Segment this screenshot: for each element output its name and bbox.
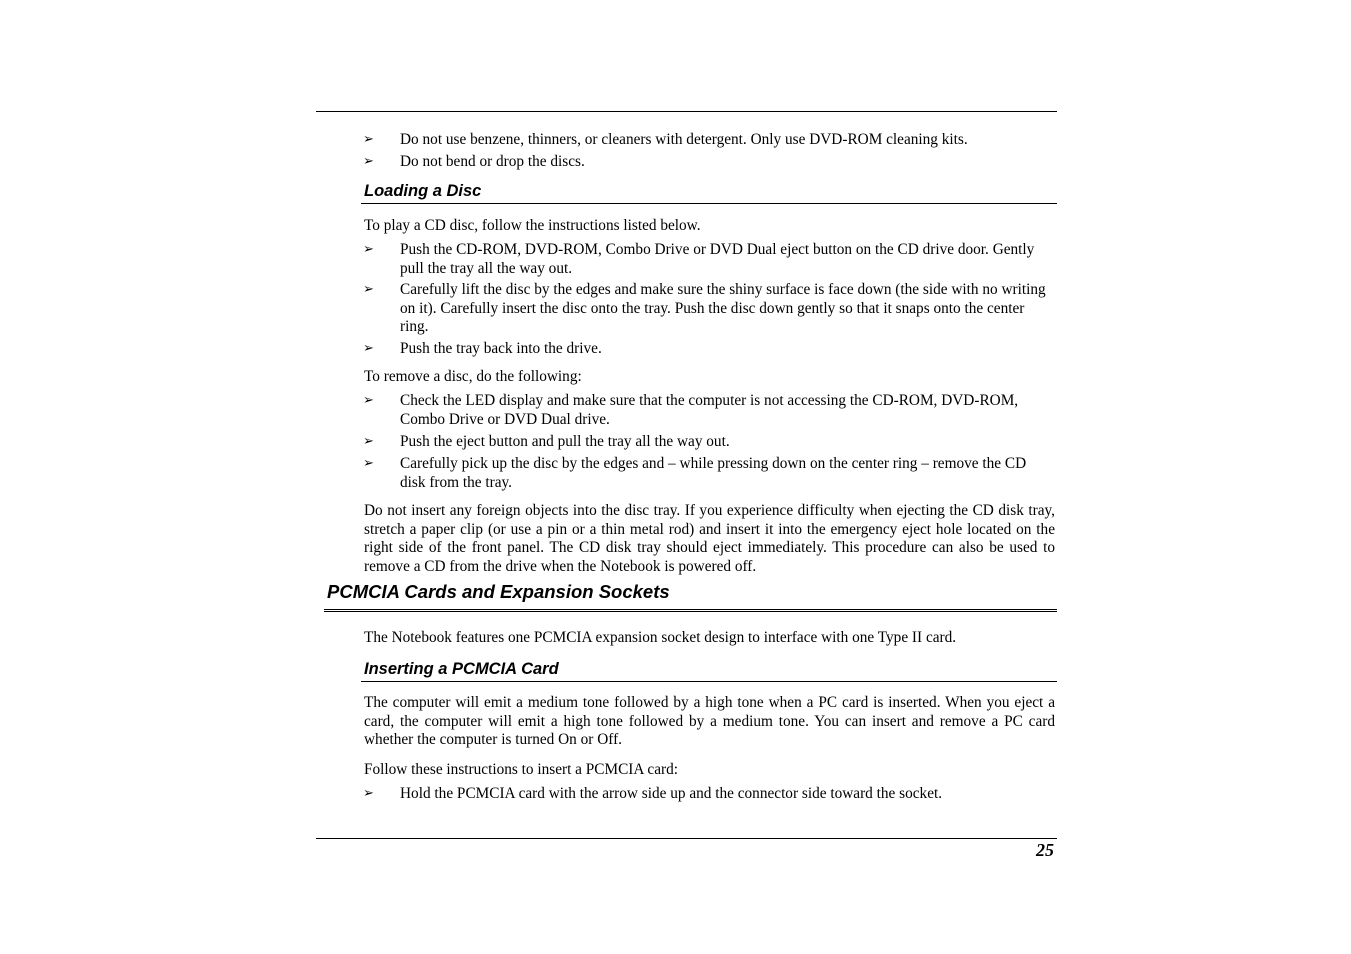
list-item: Push the tray back into the drive. [400, 340, 602, 357]
loading-intro: To play a CD disc, follow the instructions listed below. [364, 217, 701, 234]
bullet-icon: ➢ [363, 242, 374, 257]
list-item: Do not bend or drop the discs. [400, 153, 585, 170]
remove-intro: To remove a disc, do the following: [364, 368, 582, 385]
pcmcia-section-rule [324, 609, 1057, 612]
bullet-icon: ➢ [363, 434, 374, 449]
follow-instructions: Follow these instructions to insert a PCMCIA card: [364, 761, 678, 778]
list-item: Check the LED display and make sure that the computer is not accessing the CD-ROM, DVD-ROM, Combo Drive or DVD Dual drive. [400, 392, 1019, 428]
pcmcia-section-heading: PCMCIA Cards and Expansion Sockets [327, 581, 670, 602]
list-item: Push the eject button and pull the tray all the way out. [400, 433, 730, 450]
inserting-pcmcia-heading: Inserting a PCMCIA Card [364, 660, 559, 678]
page-number: 25 [1036, 840, 1054, 860]
header-rule [316, 111, 1057, 112]
inserting-pcmcia-rule [361, 681, 1057, 682]
bullet-icon: ➢ [363, 341, 374, 356]
warning-paragraph: Do not insert any foreign objects into the disc tray. If you experience difficulty when ejecting the CD disk tray, stretch a paper clip (or use a pin or a thin metal rod) and insert it into the emergency eject hole located on the right side of the front panel. The CD disk tray should eject immediately. This procedure can also be used to remove a CD from the drive when the Notebook is powered off. [364, 502, 1055, 575]
bullet-icon: ➢ [363, 393, 374, 408]
bullet-icon: ➢ [363, 786, 374, 801]
loading-disc-rule [361, 203, 1057, 204]
list-item: Push the CD-ROM, DVD-ROM, Combo Drive or DVD Dual eject button on the CD drive door. Gently pull the tray all the way out. [400, 241, 1035, 277]
pcmcia-intro: The Notebook features one PCMCIA expansion socket design to interface with one Type II card. [364, 629, 957, 646]
list-item: Carefully lift the disc by the edges and make sure the shiny surface is face down (the side with no writing on it). Carefully insert the disc onto the tray. Push the disc down gently so that it snaps onto the center ring. [400, 281, 1046, 335]
list-item: Hold the PCMCIA card with the arrow side up and the connector side toward the socket. [400, 785, 943, 802]
list-item: Carefully pick up the disc by the edges and – while pressing down on the center ring – remove the CD disk from the tray. [400, 455, 1027, 491]
bullet-icon: ➢ [363, 456, 374, 471]
loading-disc-heading: Loading a Disc [364, 182, 482, 200]
bullet-icon: ➢ [363, 282, 374, 297]
bullet-icon: ➢ [363, 154, 374, 169]
list-item: Do not use benzene, thinners, or cleaners with detergent. Only use DVD-ROM cleaning kits. [400, 131, 968, 148]
tone-paragraph: The computer will emit a medium tone followed by a high tone when a PC card is inserted. When you eject a card, the computer will emit a high tone followed by a medium tone. You can insert and remove a PC card whether the computer is turned On or Off. [364, 694, 1055, 748]
bullet-icon: ➢ [363, 132, 374, 147]
footer-rule [316, 838, 1057, 839]
